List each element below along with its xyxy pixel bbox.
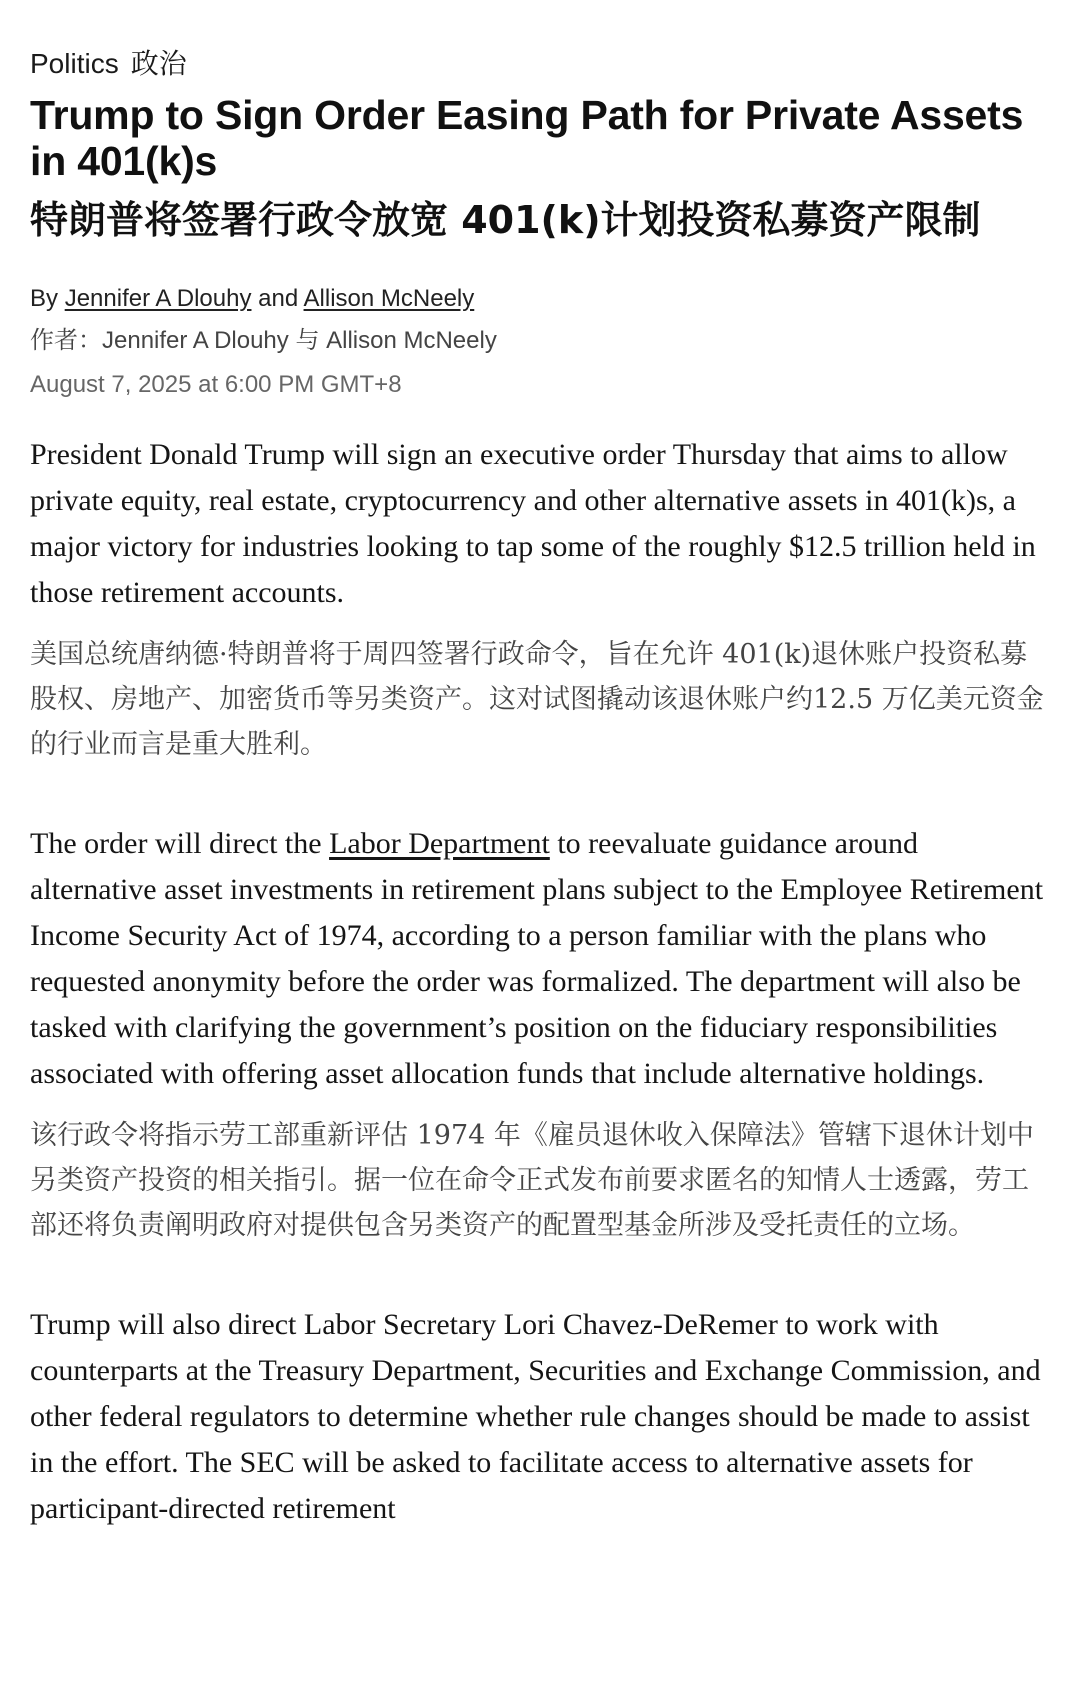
section-label-en[interactable]: Politics [30, 48, 119, 79]
author-link-1[interactable]: Jennifer A Dlouhy [64, 285, 252, 312]
article-body [30, 432, 1050, 1532]
byline-zh: 作者：Jennifer A Dlouhy 与 Allison McNeely [30, 327, 497, 354]
paragraph-2-en-rest: to reevaluate guidance around alternative asset investments in retirement plans subject to the Employee Retirement Income Security Act of 1974, according to a person familiar with the plans who requested anonymity before the order was formalized. The department will also be tasked with clarifying the government’s position on the fiduciary responsibilities associated with offering asset allocation funds that include alternative holdings. [30, 827, 1044, 1090]
byline-prefix: By [30, 285, 59, 312]
paragraph-3-en: Trump will also direct Labor Secretary Lori Chavez-DeRemer to work with counterparts at the Treasury Department, Securities and Exchange Commission, and other federal regulators to determine whether rule changes should be made to assist in the effort. The SEC will be asked to facilitate access to alternative assets for participant-directed retirement [30, 1308, 1041, 1525]
paragraph-spacer [30, 1248, 1050, 1302]
paragraph-1-zh: 美国总统唐纳德·特朗普将于周四签署行政命令，旨在允许 401(k)退休账户投资私募股权、房地产、加密货币等另类资产。这对试图撬动该退休账户约12.5 万亿美元资金的行业而言是重大胜利。 [30, 639, 1044, 760]
headline-zh: 特朗普将签署行政令放宽 401(k)计划投资私募资产限制 [30, 198, 981, 242]
byline-conjunction: and [258, 285, 299, 312]
paragraph-spacer [30, 767, 1050, 821]
paragraph-2-en [30, 821, 1050, 1097]
paragraph-2-en-start: The order will direct the [30, 827, 322, 860]
paragraph-2-zh: 该行政令将指示劳工部重新评估 1974 年《雇员退休收入保障法》管辖下退休计划中另类资产投资的相关指引。据一位在命令正式发布前要求匿名的知情人士透露，劳工部还将负责阐明政府对提供包含另类资产的配置型基金所涉及受托责任的立场。 [30, 1120, 1034, 1241]
headline: Trump to Sign Order Easing Path for Private Assets in 401(k)s [30, 92, 1024, 184]
author-link-2[interactable]: Allison McNeely [303, 285, 475, 312]
section-label[interactable] [30, 44, 1050, 84]
publish-date: August 7, 2025 at 6:00 PM GMT+8 [30, 371, 402, 398]
byline [30, 282, 1050, 316]
paragraph-1-en: President Donald Trump will sign an executive order Thursday that aims to allow private equity, real estate, cryptocurrency and other alternative assets in 401(k)s, a major victory for industries looking to tap some of the roughly $12.5 trillion held in those retirement accounts. [30, 438, 1036, 609]
section-label-zh: 政治 [130, 48, 187, 79]
labor-department-link[interactable]: Labor Department [329, 827, 550, 860]
